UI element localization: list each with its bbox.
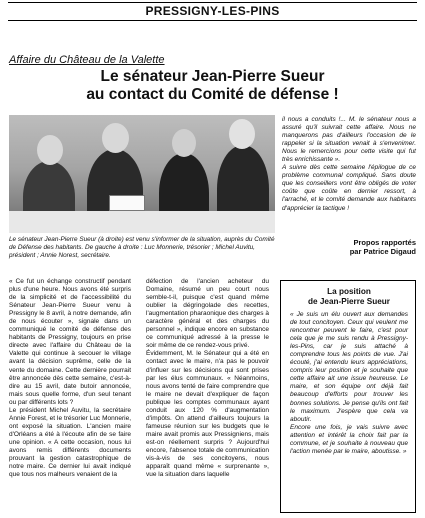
sidebar-box — [280, 280, 416, 513]
photo-caption: Le sénateur Jean-Pierre Sueur (à droite) est venu s'informer de la situation, auprès du Comité de Défense des habitants. De gauche à droite : Luc Monnerie, trésorier ; Michel Auvitu, président ; Annie Norest, secrétaire. — [9, 236, 275, 259]
sidebar-title-line-1: La position — [327, 287, 371, 296]
author-credit: Propos rapportés par Patrice Digaud — [349, 238, 416, 256]
right-column-text: il nous a conduits !... M. le sénateur nous a assuré qu'il suivrait cette affaire. Nous ne manquerons pas d'ailleurs l'occasion de le rappeler si la situation venait à s'envenimer. Nous le remercions pour cette visite qui fut très enrichissante ». A suivre dès cette semaine l'épilogue de ce problème communal compliqué. Sans doute que les conseillers vont être obligés de voter coûte que coûte en dernier ressort, à l'arraché, et le comité demande aux habitants d'apprécier la tactique ! — [282, 116, 416, 212]
sidebar-text: « Je suis un élu ouvert aux demandes de tout concitoyen. Ceux qui veulent me rencontrer peuvent le faire, c'est pour cela que je me suis rendu à Pressigny-les-Pins, car je suis attaché à comprendre tous les points de vue. J'ai écouté, j'ai entendu leurs appréciations, compris leur position et je souhaite que cette affaire ait une issue heureuse. Le maire, et son équipe ont déjà fait beaucoup d'efforts pour trouver les bonnes solutions. Je pense qu'ils ont fait le maximum. J'espère que cela va aboutir. Encore une fois, je vais suivre avec attention et intérêt la choix fait par la commune, et je souhaite à nouveau que l'action menée par le maire, aboutisse. » — [290, 311, 408, 455]
header-rule-bottom — [8, 20, 417, 21]
article-photo — [9, 115, 275, 233]
section-header: PRESSIGNY-LES-PINS — [145, 4, 280, 18]
article-headline — [0, 68, 425, 104]
sidebar-title-line-2: de Jean-Pierre Sueur — [308, 296, 390, 306]
photo-head-4 — [229, 119, 255, 149]
photo-head-3 — [172, 129, 196, 157]
column-2-text: défection de l'ancien acheteur du Domaine, résumé un peu court nous semble-t-il, puisque c'est quand même oublier la dégringolade des recettes, l'augmentation pharaonique des charges à caractère général et des charges du personnel », indique encore en substance ce communiqué adressé à la presse le soir même de ce rendez-vous privé. Évidemment, M. le Sénateur qui a été en contact avec le maire, n'a pas le pouvoir d'influer sur les décisions qui sont prises par les élus communaux. « Néanmoins, nous avons tenté de faire comprendre que le maire ne devait d'expliquer de façon publique les comptes communaux ayant conduit aux 120 % d'augmentation d'impôts. On attend d'ailleurs toujours la fameuse réunion sur les budgets que le maire avait promis aux Pressigniens, mais est-on réellement surpris ? Aujourd'hui encore, l'absence totale de communication vis-à-vis de ses concitoyens, nous apparaît quand même « surprenante », vue la situation dans laquelle — [146, 278, 270, 479]
photo-head-1 — [37, 135, 63, 165]
column-1-text: « Ce fut un échange constructif pendant plus d'une heure. Nous avons été surpris de la simplicité et de l'accessibilité du Sénateur Jean-Pierre Sueur venu à Pressigny le 8 avril, à notre demande, afin de nous écouter », signale dans un communiqué le comité de défense des habitants de Pressigny, toujours en prise directe avec l'affaire du Château de la Valette qui continue à secouer le village avant la décision suprême, celle de la vente du domaine. Cette dernière pourrait être annoncée dès cette semaine, c'est-à-dire au 15 avril, date butoir annoncée, mais sous quelle forme, d'un seul tenant ou par différents lots ? Le président Michel Auvitu, la secrétaire Annie Forest, et le trésorier Luc Monnerie, ont exposé la situation. L'ancien maire d'Orléans a été à l'écoute afin de se faire une opinion. « A cette occasion, nous lui avons remis différents documents prouvant la gestion catastrophique de notre maire. Ce dernier lui avait indiqué que tous nos malheurs venaient de la — [9, 278, 131, 479]
headline-line-2: au contact du Comité de défense ! — [86, 86, 339, 103]
article-column-right-top — [282, 116, 416, 213]
sidebar-title — [281, 287, 417, 306]
header-rule-top — [8, 2, 417, 3]
photo-head-2 — [102, 123, 129, 153]
photo-table — [9, 211, 275, 233]
article-kicker: Affaire du Château de la Valette — [9, 54, 165, 66]
article-column-1 — [9, 278, 131, 479]
article-column-2 — [146, 278, 269, 479]
headline-line-1: Le sénateur Jean-Pierre Sueur — [100, 68, 325, 85]
photo-document — [109, 195, 145, 211]
